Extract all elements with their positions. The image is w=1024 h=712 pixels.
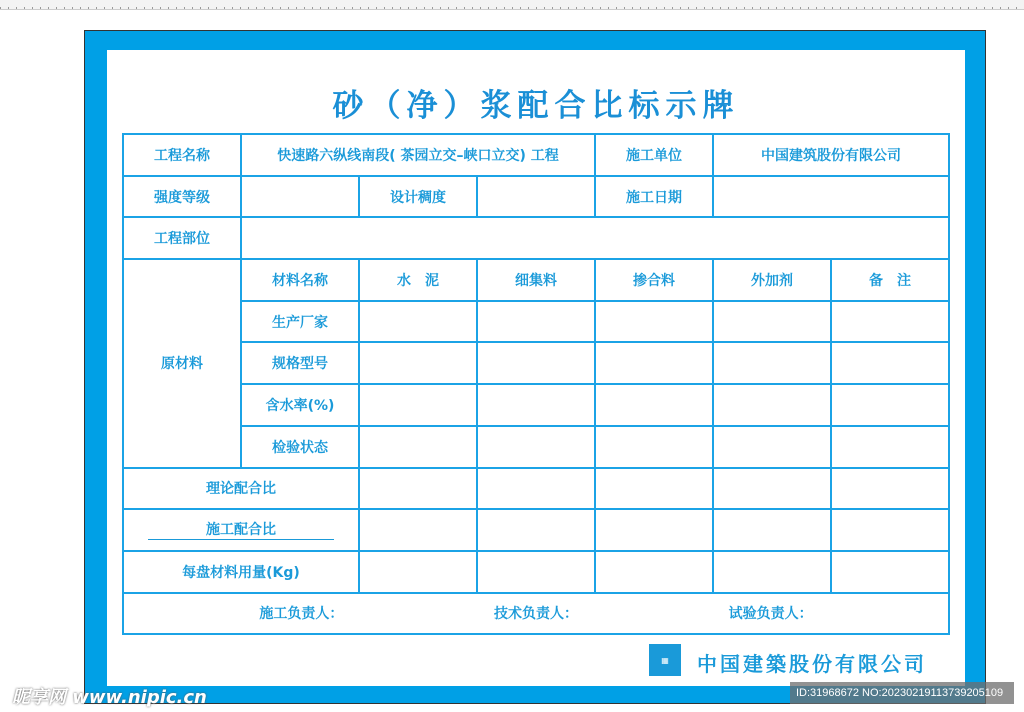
cell: [595, 426, 713, 468]
mix-ratio-table: [122, 133, 950, 635]
cell: [831, 468, 949, 510]
cell: [595, 509, 713, 551]
table-row: [123, 551, 949, 593]
label-construction-date: 施工日期: [595, 176, 713, 218]
cell: [713, 509, 831, 551]
table-row: [123, 384, 949, 426]
table-row: [123, 301, 949, 343]
cell: [477, 384, 595, 426]
cell: [477, 426, 595, 468]
table-row: [123, 342, 949, 384]
label-design-consistency: 设计稠度: [359, 176, 477, 218]
cell: [241, 217, 949, 259]
cell: [477, 551, 595, 593]
label-construction-ratio-cell: [123, 509, 359, 551]
cell: [831, 509, 949, 551]
cell: [477, 509, 595, 551]
cell: [713, 468, 831, 510]
header-cell: 细集料: [477, 259, 595, 301]
cell: [359, 468, 477, 510]
cell: [359, 551, 477, 593]
label-project-location: 工程部位: [123, 217, 241, 259]
cell: [713, 551, 831, 593]
label-strength-grade: 强度等级: [123, 176, 241, 218]
header-cell: 外加剂: [713, 259, 831, 301]
test-lead-label: 试验负责人：: [728, 606, 813, 623]
row-label: 含水率(%): [241, 384, 359, 426]
table-row: [123, 259, 949, 301]
table-row: [123, 426, 949, 468]
cell: [831, 342, 949, 384]
cell: [831, 301, 949, 343]
row-label: 检验状态: [241, 426, 359, 468]
row-label: 生产厂家: [241, 301, 359, 343]
cell: [477, 342, 595, 384]
table-row: [123, 593, 949, 635]
label-batch-usage: 每盘材料用量(Kg): [123, 551, 359, 593]
sign-board: [84, 30, 986, 704]
label-theory-ratio: 理论配合比: [123, 468, 359, 510]
cell: [359, 426, 477, 468]
watermark-id: ID:31968672 NO:20230219113739205109: [790, 682, 1014, 704]
cell: [595, 342, 713, 384]
cell: [831, 426, 949, 468]
header-cell: 水 泥: [359, 259, 477, 301]
cell: [359, 342, 477, 384]
header-cell: 掺合料: [595, 259, 713, 301]
label-construction-ratio: 施工配合比: [148, 521, 334, 540]
cell: [831, 551, 949, 593]
cell: [477, 468, 595, 510]
label-raw-materials: 原材料: [123, 259, 241, 467]
cell: [477, 301, 595, 343]
cell: [359, 509, 477, 551]
header-cell: 材料名称: [241, 259, 359, 301]
table-row: [123, 134, 949, 176]
label-contractor: 施工单位: [595, 134, 713, 176]
cell: [359, 384, 477, 426]
cell: [477, 176, 595, 218]
table-row: [123, 176, 949, 218]
cell: [713, 176, 949, 218]
technical-lead-label: 技术负责人：: [493, 606, 578, 623]
cell: [595, 468, 713, 510]
construction-lead-label: 施工负责人：: [259, 606, 344, 623]
ruler: [0, 0, 1024, 10]
cell: [713, 301, 831, 343]
cell: [595, 301, 713, 343]
table-row: [123, 509, 949, 551]
sign-inner: [107, 50, 965, 686]
label-project-name: 工程名称: [123, 134, 241, 176]
header-cell: 备 注: [831, 259, 949, 301]
cscec-logo-icon: ▦: [649, 644, 681, 676]
cell: [713, 426, 831, 468]
company-name: 中国建築股份有限公司: [697, 652, 927, 676]
sign-title: 砂（净）浆配合比标示牌: [332, 88, 740, 124]
cell: [241, 176, 359, 218]
cell: [595, 551, 713, 593]
signature-row: [123, 593, 949, 635]
table-row: [123, 468, 949, 510]
cell: [595, 384, 713, 426]
watermark-site: 昵享网 www.nipic.cn: [12, 687, 207, 708]
table-row: [123, 217, 949, 259]
cell: [713, 342, 831, 384]
row-label: 规格型号: [241, 342, 359, 384]
cell: [831, 384, 949, 426]
project-name-value: 快速路六纵线南段( 茶园立交–峡口立交) 工程: [241, 134, 595, 176]
contractor-value: 中国建筑股份有限公司: [713, 134, 949, 176]
cell: [359, 301, 477, 343]
cell: [713, 384, 831, 426]
